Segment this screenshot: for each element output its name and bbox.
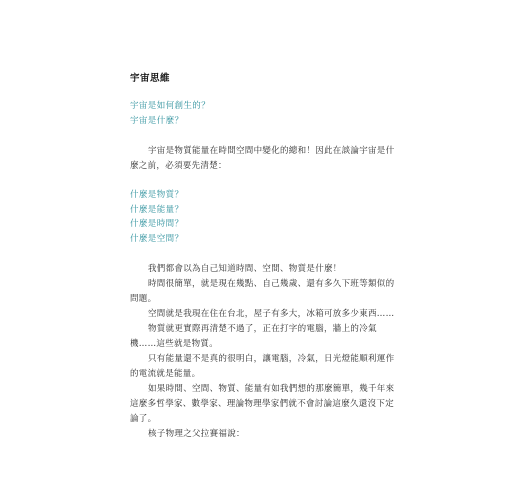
question-line: 什麼是空間？ bbox=[130, 233, 184, 244]
section-title: 宇宙思維 bbox=[130, 73, 171, 84]
body-paragraphs bbox=[130, 262, 398, 442]
question-line: 宇宙是什麼？ bbox=[130, 115, 184, 126]
question-list bbox=[130, 188, 183, 246]
paragraph: 時間很簡單，就是現在幾點、自己幾歲、還有多久下班等類似的問題。 bbox=[130, 279, 395, 304]
question-line: 宇宙是如何創生的？ bbox=[130, 101, 211, 111]
paragraph: 核子物理之父拉賽福說： bbox=[148, 429, 245, 439]
intro-paragraph: 宇宙是物質能量在時間空間中變化的總和！因此在談論宇宙是什麼之前，必須要先清楚： bbox=[130, 146, 395, 171]
paragraph: 如果時間、空間、物質、能量有如我們想的那麼簡單，幾千年來這麼多哲學家、數學家、理論物理學家們就不會討論這麼久還沒下定論了。 bbox=[130, 384, 395, 424]
question-line: 什麼是能量？ bbox=[130, 204, 184, 215]
paragraph: 我們都會以為自己知道時間、空間、物質是什麼！ bbox=[148, 264, 342, 274]
paragraph: 只有能量還不是真的很明白，讓電腦，冷氣，日光燈能順利運作的電流就是能量。 bbox=[130, 354, 395, 379]
question-line: 什麼是時間？ bbox=[130, 219, 184, 229]
paragraph: 物質就更實際再清楚不過了，正在打字的電腦，牆上的冷氣機……這些就是物質。 bbox=[130, 324, 377, 349]
opening-questions bbox=[130, 99, 210, 128]
intro-paragraph-block bbox=[130, 144, 398, 174]
question-line: 什麼是物質？ bbox=[130, 190, 184, 200]
paragraph: 空間就是我現在住在台北，屋子有多大，冰箱可放多少東西…… bbox=[148, 309, 395, 319]
